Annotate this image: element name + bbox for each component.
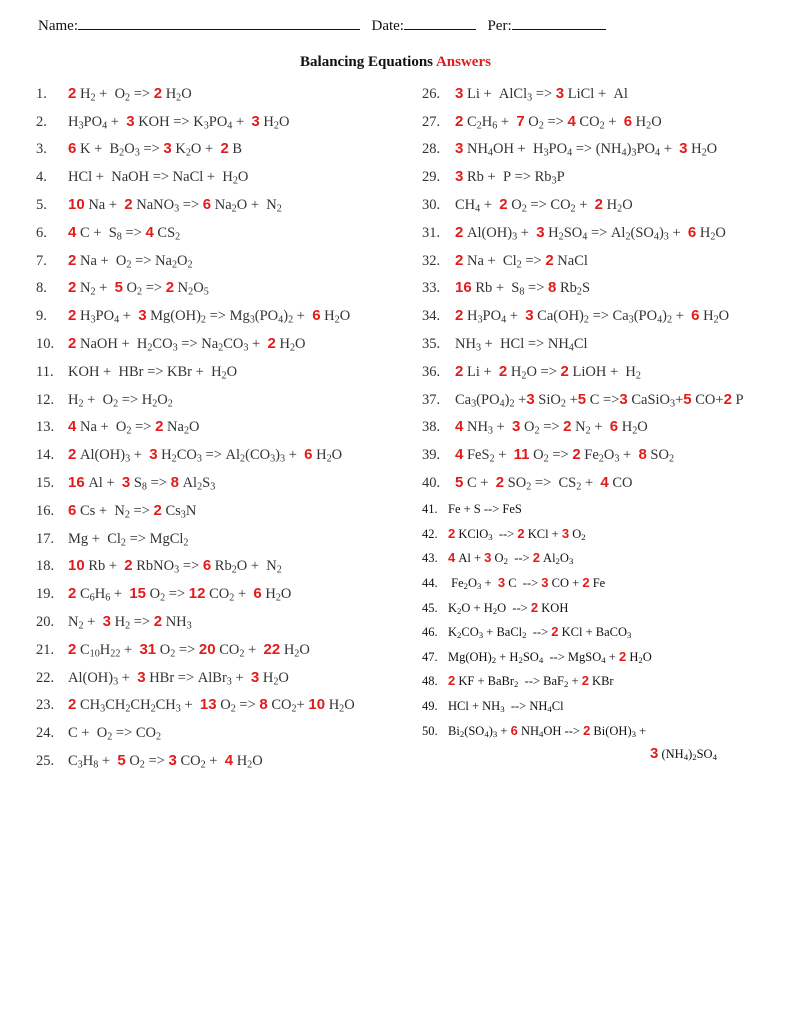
- coefficient: 3: [126, 112, 135, 130]
- equation-item: [36, 358, 416, 386]
- equation-item: [422, 718, 782, 743]
- equation-text: $H_2 + O_2 => H_2O_2$: [68, 391, 173, 410]
- equation-item: [36, 330, 416, 358]
- name-label: Name:: [38, 18, 78, 34]
- coefficient: 2: [455, 223, 464, 241]
- equation-number: 28.: [422, 141, 441, 158]
- equation-text: 4 FeS$_2$ + 11 $O_2 => 2$ $Fe_2O_3 + 8$ $SO_2$: [455, 446, 675, 465]
- equation-text: 5 C + 2 $SO_2 => CS_2 + 4$ CO: [455, 474, 633, 493]
- equation-number: 32.: [422, 252, 441, 269]
- coefficient: 2: [68, 84, 77, 102]
- coefficient: 13: [199, 696, 217, 714]
- page-title: [0, 54, 791, 71]
- equation-item: [422, 275, 782, 303]
- coefficient: 3: [541, 575, 549, 591]
- equation-item: [36, 219, 416, 247]
- equation-number: 27.: [422, 113, 441, 130]
- equation-number: 19.: [36, 586, 55, 603]
- equation-number: 38.: [422, 419, 441, 436]
- coefficient: 2: [495, 474, 505, 492]
- equation-number: 22.: [36, 669, 55, 686]
- coefficient: 2: [498, 362, 508, 380]
- coefficient: 2: [594, 196, 604, 214]
- coefficient: 3: [650, 744, 659, 762]
- equation-item: [422, 469, 782, 497]
- coefficient: 2: [124, 196, 133, 214]
- coefficient: 6: [202, 196, 212, 214]
- equation-number: 6.: [36, 224, 47, 241]
- coefficient: 15: [129, 585, 146, 603]
- coefficient: 5: [577, 390, 587, 408]
- coefficient: 6: [304, 446, 313, 464]
- equation-text: 2 $C_2H_6 + 7$ $O_2 => 4$ $CO_2 + 6$ $H_2O$: [455, 112, 662, 132]
- coefficient: 4: [600, 474, 609, 492]
- equation-text: $N_2 + 3$ $H_2 => 2$ $NH_3$: [68, 613, 192, 632]
- equation-number: 7.: [36, 252, 47, 269]
- equation-text: 2 $Al(OH)_3 + 3$ $H_2SO_4 => Al_2(SO_4)_3 + 6$ $H_2O$: [455, 223, 726, 243]
- equation-number: 41.: [422, 502, 438, 517]
- coefficient: 2: [551, 624, 559, 640]
- equation-text: 3 $Rb + P => Rb_3P$: [455, 168, 565, 187]
- coefficient: 2: [545, 251, 554, 269]
- coefficient: 3: [102, 613, 111, 631]
- coefficient: 4: [224, 752, 234, 770]
- coefficient: 3: [137, 668, 146, 686]
- equation-item: [422, 694, 782, 719]
- equation-item: [36, 80, 416, 108]
- equation-text: $C_3H_8 + 5$ $O_2 => 3$ $CO_2 + 4$ $H_2O$: [68, 752, 263, 771]
- coefficient: 4: [567, 112, 576, 130]
- equation-text: $Fe_2O_3 + 3$ C --> 3 CO + 2 Fe: [448, 575, 606, 592]
- equation-number: 29.: [422, 169, 441, 186]
- coefficient: 6: [510, 722, 518, 738]
- equation-item: [36, 191, 416, 219]
- equation-item: [36, 636, 416, 664]
- coefficient: 4: [448, 550, 456, 566]
- equation-text: 2 KClO$_3$ --> 2 KCl + 3 $O_2$: [448, 525, 586, 543]
- equation-item: [36, 469, 416, 497]
- coefficient: 5: [117, 752, 126, 770]
- coefficient: 3: [163, 140, 172, 158]
- coefficient: 3: [526, 390, 535, 408]
- coefficient: 2: [581, 673, 589, 689]
- coefficient: 20: [198, 640, 216, 658]
- coefficient: 2: [68, 251, 77, 269]
- per-label: Per:: [487, 18, 512, 34]
- equation-text: 2 $N_2 + 5$ $O_2 => 2$ $N_2O_5$: [68, 279, 209, 298]
- coefficient: 2: [723, 390, 732, 408]
- equation-text: 2 $H_3PO_4 + 3$ $Ca(OH)_2 => Ca_3(PO_4)_2 + 6$ $H_2O$: [455, 307, 730, 326]
- equation-number: 9.: [36, 308, 47, 325]
- coefficient: 10: [68, 196, 85, 214]
- equation-number: 5.: [36, 197, 47, 214]
- coefficient: 3: [121, 474, 131, 492]
- equation-item: [36, 525, 416, 553]
- coefficient: 3: [561, 525, 570, 541]
- equation-text: 16 Al + 3 $S_8 => 8$ $Al_2S_3$: [68, 474, 216, 493]
- coefficient: 2: [267, 335, 276, 353]
- coefficient: 8: [548, 279, 557, 297]
- equation-item: [422, 441, 782, 469]
- equation-text: $Mg + Cl_2$ => MgCl$_2$: [68, 530, 189, 549]
- equation-text: 2 $C_6H_6 + 15$ $O_2 => 12$ $CO_2 + 6$ $H_2O$: [68, 585, 292, 604]
- equation-number: 17.: [36, 530, 55, 547]
- coefficient: 2: [165, 279, 175, 297]
- coefficient: 2: [532, 550, 540, 566]
- coefficient: 10: [308, 696, 326, 714]
- equation-number: 14.: [36, 447, 55, 464]
- equation-number: 34.: [422, 308, 441, 325]
- coefficient: 5: [114, 279, 123, 297]
- title-main: Balancing Equations: [300, 54, 434, 70]
- equation-continuation: 3 $(NH_4)_2SO_4$: [650, 744, 717, 763]
- coefficient: 2: [153, 501, 162, 519]
- equation-item: [36, 386, 416, 414]
- equation-text: 2 $H_2 + O_2 => 2$ $H_2O$: [68, 84, 192, 104]
- equation-text: 6 $Cs + N_2 => 2$ $Cs_3N$: [68, 501, 197, 521]
- coefficient: 6: [691, 307, 700, 325]
- coefficient: 6: [609, 418, 619, 436]
- coefficient: 2: [448, 525, 456, 541]
- equation-text: $H_3PO_4 + 3$ KOH => $K_3PO_4 + 3$ $H_2O$: [68, 112, 290, 132]
- equation-text: $NH_3$ + HCl => $NH_4Cl$: [455, 336, 588, 354]
- equation-text: HCl + NaOH => NaCl + $H_2O$: [68, 169, 249, 187]
- coefficient: 2: [68, 335, 77, 353]
- equation-item: [422, 247, 782, 275]
- equation-number: 8.: [36, 280, 47, 297]
- equation-number: 21.: [36, 641, 55, 658]
- equation-item: [422, 302, 782, 330]
- equation-text: 2 KF + BaBr$_2$ --> BaF$_2$ + 2 KBr: [448, 673, 614, 690]
- equation-number: 13.: [36, 419, 55, 436]
- equation-number: 31.: [422, 224, 441, 241]
- equation-number: 12.: [36, 391, 55, 408]
- equation-number: 42.: [422, 526, 438, 541]
- coefficient: 2: [583, 722, 591, 738]
- coefficient: 12: [188, 585, 206, 603]
- coefficient: 4: [68, 223, 77, 241]
- equation-item: [36, 108, 416, 136]
- coefficient: 2: [448, 673, 456, 689]
- coefficient: 2: [68, 446, 77, 464]
- coefficient: 3: [679, 140, 688, 158]
- coefficient: 3: [555, 84, 565, 102]
- equation-text: HCl + $NH_3$ --> $NH_4Cl$: [448, 699, 564, 715]
- equation-item: [36, 414, 416, 442]
- equation-item: [36, 580, 416, 608]
- equation-text: $Al(OH)_3 + 3$ HBr => AlBr$_3$ + 3 $H_2O$: [68, 668, 289, 688]
- coefficient: 16: [68, 474, 85, 492]
- equation-item: [36, 275, 416, 303]
- coefficient: 2: [153, 84, 163, 102]
- equation-number: 37.: [422, 391, 441, 408]
- coefficient: 2: [68, 696, 77, 714]
- coefficient: 2: [455, 307, 464, 325]
- equation-item: [422, 571, 782, 596]
- coefficient: 3: [149, 446, 158, 464]
- equation-item: [422, 522, 782, 547]
- equation-item: [36, 497, 416, 525]
- equation-number: 10.: [36, 336, 55, 353]
- equation-number: 39.: [422, 447, 441, 464]
- equation-item: [36, 664, 416, 692]
- equation-number: 46.: [422, 625, 438, 640]
- equation-number: 20.: [36, 614, 55, 631]
- coefficient: 2: [68, 307, 77, 325]
- coefficient: 2: [68, 640, 77, 658]
- coefficient: 3: [455, 168, 464, 186]
- equation-item: [36, 747, 416, 775]
- equation-item: [36, 441, 416, 469]
- equation-item: [422, 620, 782, 645]
- coefficient: 2: [530, 599, 539, 615]
- equation-item: [422, 108, 782, 136]
- equation-text: 10 Rb + 2 RbNO$_3$ => 6 $Rb_2O + N_2$: [68, 557, 282, 576]
- equation-item: [422, 645, 782, 670]
- equation-number: 47.: [422, 649, 438, 664]
- equation-text: 10 Na + 2 NaNO$_3$ => 6 $Na_2O + N_2$: [68, 196, 282, 215]
- coefficient: 5: [683, 390, 692, 408]
- equation-text: 4 $Na + O_2 => 2$ $Na_2O$: [68, 418, 200, 437]
- equation-number: 35.: [422, 336, 441, 353]
- equation-number: 18.: [36, 558, 55, 575]
- coefficient: 3: [138, 307, 147, 325]
- equation-number: 44.: [422, 576, 438, 591]
- equation-number: 50.: [422, 723, 438, 738]
- equation-text: 2 $Na + Cl_2 => 2$ NaCl: [455, 251, 588, 271]
- coefficient: 2: [124, 557, 133, 575]
- equation-number: 33.: [422, 280, 441, 297]
- equation-item: [36, 163, 416, 191]
- equation-item: [36, 136, 416, 164]
- equation-number: 4.: [36, 169, 47, 186]
- equation-text: 4 Al + 3 $O_2$ --> 2 $Al_2O_3$: [448, 550, 574, 567]
- equation-text: 3 Li + AlCl$_3$ => 3 LiCl + Al: [455, 84, 628, 104]
- coefficient: 22: [263, 640, 281, 658]
- coefficient: 6: [312, 307, 321, 325]
- coefficient: 4: [145, 223, 154, 241]
- name-field[interactable]: [78, 16, 360, 30]
- coefficient: 4: [455, 446, 464, 464]
- equation-number: 43.: [422, 551, 438, 566]
- equation-text: 2 $C_{10}H_{22} + 31$ $O_2 => 20$ $CO_2 + 22$ $H_2O$: [68, 640, 310, 660]
- header: [38, 16, 758, 35]
- equation-item: [36, 247, 416, 275]
- coefficient: 2: [560, 362, 569, 380]
- coefficient: 3: [484, 550, 492, 566]
- coefficient: 6: [202, 557, 212, 575]
- equation-text: 2 $CH_3CH_2CH_2CH_3 + 13$ $O_2 => 8$ $CO_2+ 10$ $H_2O$: [68, 696, 355, 715]
- equation-text: 2 $Al(OH)_3 + 3$ $H_2CO_3 => Al_2(CO_3)_3 + 6$ $H_2O$: [68, 446, 343, 465]
- coefficient: 2: [455, 112, 464, 130]
- coefficient: 2: [220, 140, 229, 158]
- equation-number: 25.: [36, 753, 55, 770]
- equation-number: 36.: [422, 363, 441, 380]
- coefficient: 3: [251, 112, 260, 130]
- equation-item: [422, 191, 782, 219]
- equation-item: [36, 692, 416, 720]
- equation-text: 4 $NH_3 + 3$ $O_2 => 2$ $N_2 + 6$ $H_2O$: [455, 418, 648, 437]
- coefficient: 3: [455, 140, 464, 158]
- coefficient: 6: [623, 112, 633, 130]
- equation-number: 49.: [422, 699, 438, 713]
- coefficient: 3: [525, 307, 534, 325]
- equation-text: 6 $K + B_2O_3 => 3$ $K_2O + 2$ B: [68, 140, 243, 160]
- coefficient: 2: [455, 251, 464, 269]
- left-column: [36, 80, 416, 775]
- equation-text: Fe + S --> FeS: [448, 502, 522, 517]
- equation-text: $K_2O + H_2O$ --> 2 KOH: [448, 599, 569, 616]
- coefficient: 2: [68, 279, 77, 297]
- equation-item: [422, 669, 782, 694]
- equation-item: [36, 719, 416, 747]
- equation-number: 40.: [422, 475, 441, 492]
- equation-text: $C + O_2 => CO_2$: [68, 725, 162, 743]
- date-field[interactable]: [404, 16, 476, 30]
- equation-item: [422, 358, 782, 386]
- equation-item: [422, 163, 782, 191]
- coefficient: 2: [572, 446, 581, 464]
- coefficient: 2: [582, 575, 590, 591]
- coefficient: 10: [68, 557, 85, 575]
- equation-number: 45.: [422, 600, 438, 615]
- equation-text: 2 $H_3PO_4 + 3$ $Mg(OH)_2 => Mg_3(PO_4)_2 + 6$ $H_2O$: [68, 307, 351, 326]
- coefficient: 2: [153, 613, 163, 631]
- equation-number: 16.: [36, 502, 55, 519]
- coefficient: 3: [497, 575, 506, 591]
- equation-text: KOH + HBr => KBr + $H_2O$: [68, 363, 238, 382]
- coefficient: 6: [253, 585, 262, 603]
- title-answers: Answers: [435, 54, 491, 70]
- equation-text: 2 NaOH + $H_2CO_3 => Na_2CO_3 + 2$ $H_2O$: [68, 335, 306, 354]
- coefficient: 6: [68, 501, 77, 519]
- coefficient: 8: [170, 474, 179, 492]
- equation-number: 11.: [36, 363, 54, 380]
- equation-text: 16 $Rb + S_8 => 8$ $Rb_2S$: [455, 279, 591, 298]
- coefficient: 3: [250, 668, 260, 686]
- equation-item: [422, 595, 782, 620]
- coefficient: 2: [455, 362, 464, 380]
- coefficient: 2: [563, 418, 572, 436]
- coefficient: 4: [455, 418, 464, 436]
- equation-text: $Bi_2(SO_4)_3 + 6$ $NH_4OH$ --> 2 $Bi(OH)_3$ +: [448, 722, 647, 739]
- per-field[interactable]: [512, 16, 606, 30]
- equation-text: 4 $C + S_8 => 4$ $CS_2$: [68, 223, 181, 243]
- coefficient: 5: [455, 474, 464, 492]
- equation-number: 48.: [422, 674, 438, 689]
- equation-item: [422, 386, 782, 414]
- equation-item: [422, 497, 782, 522]
- coefficient: 8: [259, 696, 268, 714]
- coefficient: 2: [155, 418, 164, 436]
- equation-number: 23.: [36, 697, 55, 714]
- coefficient: 8: [638, 446, 647, 464]
- equation-item: [36, 553, 416, 581]
- equation-item: [422, 219, 782, 247]
- equation-item: [422, 330, 782, 358]
- coefficient: 7: [516, 112, 525, 130]
- coefficient: 2: [618, 648, 627, 664]
- equation-text: 2 $Na + O_2 => Na_2O_2$: [68, 251, 193, 271]
- coefficient: 2: [68, 585, 77, 603]
- coefficient: 3: [512, 418, 521, 436]
- coefficient: 6: [687, 223, 697, 241]
- equation-number: 1.: [36, 85, 47, 102]
- equation-text: 2 Li + 2 $H_2O => 2$ LiOH + $H_2$: [455, 362, 641, 382]
- equation-number: 2.: [36, 113, 47, 130]
- coefficient: 31: [139, 640, 157, 658]
- right-column: [422, 80, 782, 765]
- equation-number: 24.: [36, 725, 55, 742]
- coefficient: 16: [455, 279, 472, 297]
- coefficient: 3: [619, 390, 628, 408]
- equation-item: [36, 302, 416, 330]
- equation-number: 15.: [36, 475, 55, 492]
- equation-item: [422, 80, 782, 108]
- equation-text: $Mg(OH)_2 + H_2SO_4$ --> MgSO$_4$ + 2 $H_2O$: [448, 648, 652, 665]
- coefficient: 4: [68, 418, 77, 436]
- equation-number: 30.: [422, 197, 441, 214]
- equation-item: [36, 608, 416, 636]
- equation-text: $CH_4 + 2$ $O_2 => CO_2 + 2$ $H_2O$: [455, 196, 633, 215]
- coefficient: 3: [536, 223, 545, 241]
- equation-text: 3 $NH_4OH + H_3PO_4 => (NH_4)_3PO_4 + 3$ $H_2O$: [455, 140, 718, 160]
- coefficient: 3: [168, 752, 177, 770]
- equation-number: 26.: [422, 85, 441, 102]
- coefficient: 11: [513, 446, 530, 464]
- equation-number: 3.: [36, 141, 47, 158]
- coefficient: 2: [499, 196, 508, 214]
- coefficient: 2: [517, 525, 525, 541]
- equation-item: [422, 414, 782, 442]
- equation-text: $K_2CO_3$ + BaCl$_2$ --> 2 KCl + BaCO$_3$: [448, 624, 632, 641]
- equation-item: [422, 546, 782, 571]
- coefficient: 3: [455, 84, 464, 102]
- date-label: Date:: [371, 18, 404, 34]
- coefficient: 6: [68, 140, 77, 158]
- equation-text: $Ca_3(PO_4)_2 +3$ SiO$_2$ +5 C =>3 CaSiO$_3$+5 CO+2 P: [455, 390, 744, 410]
- equation-item: [422, 136, 782, 164]
